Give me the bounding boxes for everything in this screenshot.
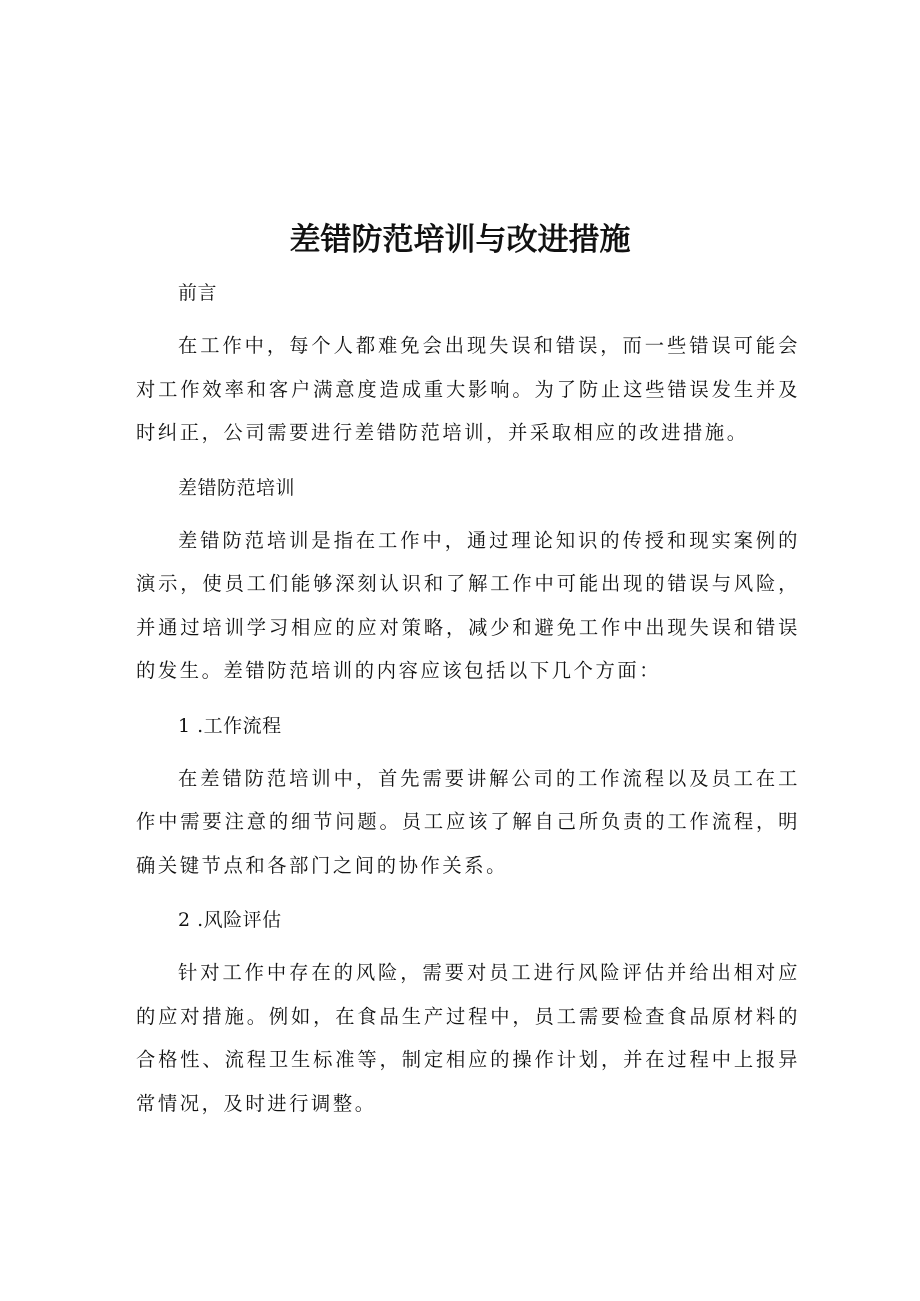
section-heading-workflow: 1 .工作流程 [178,714,282,737]
paragraph-workflow: 在差错防范培训中，首先需要讲解公司的工作流程以及员工在工作中需要注意的细节问题。员工应该了解自己所负责的工作流程，明确关键节点和各部门之间的协作关系。 [136,766,800,877]
section-heading-risk: 2 .风险评估 [178,909,282,931]
paragraph-risk: 针对工作中存在的风险，需要对员工进行风险评估并给出相对应的应对措施。例如，在食品生产过程中，员工需要检查食品原材料的合格性、流程卫生标准等，制定相应的操作计划，并在过程中上报异常情况，及时进行调整。 [136,961,800,1115]
paragraph-preface: 在工作中，每个人都难免会出现失误和错误，而一些错误可能会对工作效率和客户满意度造成重大影响。为了防止这些错误发生并及时纠正，公司需要进行差错防范培训，并采取相应的改进措施。 [136,334,800,444]
section-heading-preface: 前言 [178,282,218,304]
paragraph-training: 差错防范培训是指在工作中，通过理论知识的传授和现实案例的演示，使员工们能够深刻认识和了解工作中可能出现的错误与风险，并通过培训学习相应的应对策略，减少和避免工作中出现失误和错误的发生。差错防范培训的内容应该包括以下几个方面： [136,528,800,682]
document-body [136,272,800,1125]
section-heading-training: 差错防范培训 [178,476,296,499]
document-title: 差错防范培训与改进措施 [289,222,631,258]
